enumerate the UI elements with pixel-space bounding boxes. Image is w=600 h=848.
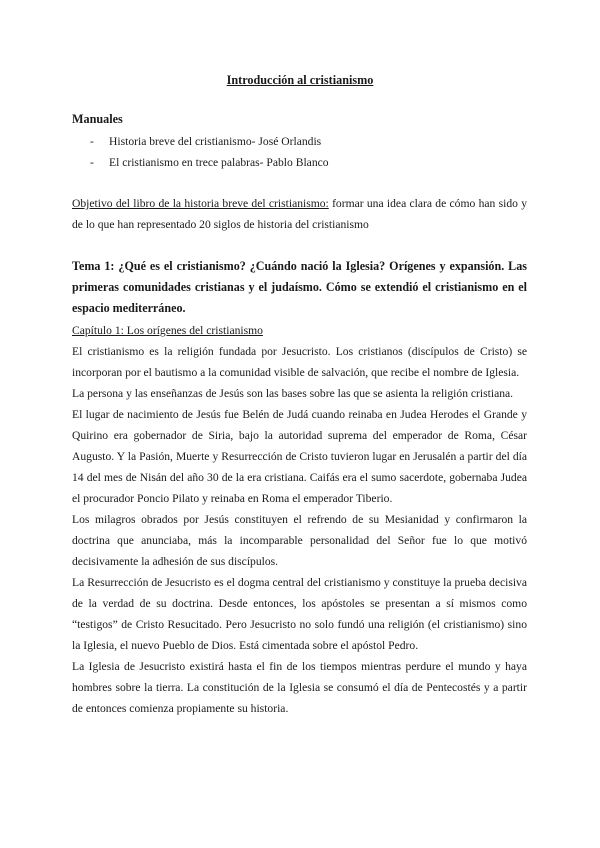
chapter-heading: Capítulo 1: Los orígenes del cristianismo: [72, 324, 263, 337]
paragraph: La persona y las enseñanzas de Jesús son las bases sobre las que se asienta la religión cristiana.: [72, 387, 514, 400]
tema-heading: Tema 1: ¿Qué es el cristianismo? ¿Cuándo nació la Iglesia? Orígenes y expansión. Las primeras comunidades cristianas y el judaísmo. Cómo se extendió el cristianismo en el espacio mediterráneo.: [72, 259, 527, 315]
list-bullet: -: [90, 135, 94, 148]
chapter-body: [72, 320, 527, 719]
paragraph: Los milagros obrados por Jesús constituyen el refrendo de su Mesianidad y confirmaron la doctrina que anunciaba, más la incomparable personalidad del Señor fue lo que motivó decisivamente la adhesión de sus discípulos.: [72, 513, 527, 568]
book-title: Historia breve del cristianismo- José Orlandis: [109, 135, 322, 148]
document-title: Introducción al cristianismo: [226, 73, 374, 87]
paragraph: El cristianismo es la religión fundada por Jesucristo. Los cristianos (discípulos de Cristo) se incorporan por el bautismo a la comunidad visible de salvación, que recibe el nombre de Iglesia.: [72, 345, 527, 379]
manuales-heading: Manuales: [72, 112, 123, 126]
manuales-list: [90, 131, 329, 173]
paragraph: La Resurrección de Jesucristo es el dogma central del cristianismo y constituye la prueba decisiva de la verdad de su doctrina. Desde entonces, los apóstoles se presentan a sí mismos como “testigos” de Cristo Resucitado. Pero Jesucristo no solo fundó una religión (el cristianismo) sino la Iglesia, el nuevo Pueblo de Dios. Está cimentada sobre el apóstol Pedro.: [72, 576, 527, 652]
objetivo-label: Objetivo del libro de la historia breve del cristianismo:: [72, 197, 329, 210]
objetivo-paragraph: [72, 193, 527, 235]
list-bullet: -: [90, 156, 94, 169]
objetivo-text: formar una idea clara de cómo han sido y de lo que han representado 20 siglos de historia del cristianismo: [72, 197, 527, 231]
paragraph: La Iglesia de Jesucristo existirá hasta el fin de los tiempos mientras perdure el mundo y haya hombres sobre la tierra. La constitución de la Iglesia se consumó el día de Pentecostés y a partir de entonces comienza propiamente su historia.: [72, 660, 527, 715]
book-title: El cristianismo en trece palabras- Pablo Blanco: [109, 156, 329, 169]
list-item: [90, 131, 329, 152]
paragraph: El lugar de nacimiento de Jesús fue Belén de Judá cuando reinaba en Judea Herodes el Grande y Quirino era gobernador de Siria, bajo la autoridad suprema del emperador de Roma, César Augusto. Y la Pasión, Muerte y Resurrección de Cristo tuvieron lugar en Jerusalén a partir del día 14 del mes de Nisán del año 30 de la era cristiana. Caifás era el sumo sacerdote, gobernaba Judea el procurador Poncio Pilato y reinaba en Roma el emperador Tiberio.: [72, 408, 527, 505]
list-item: [90, 152, 329, 173]
